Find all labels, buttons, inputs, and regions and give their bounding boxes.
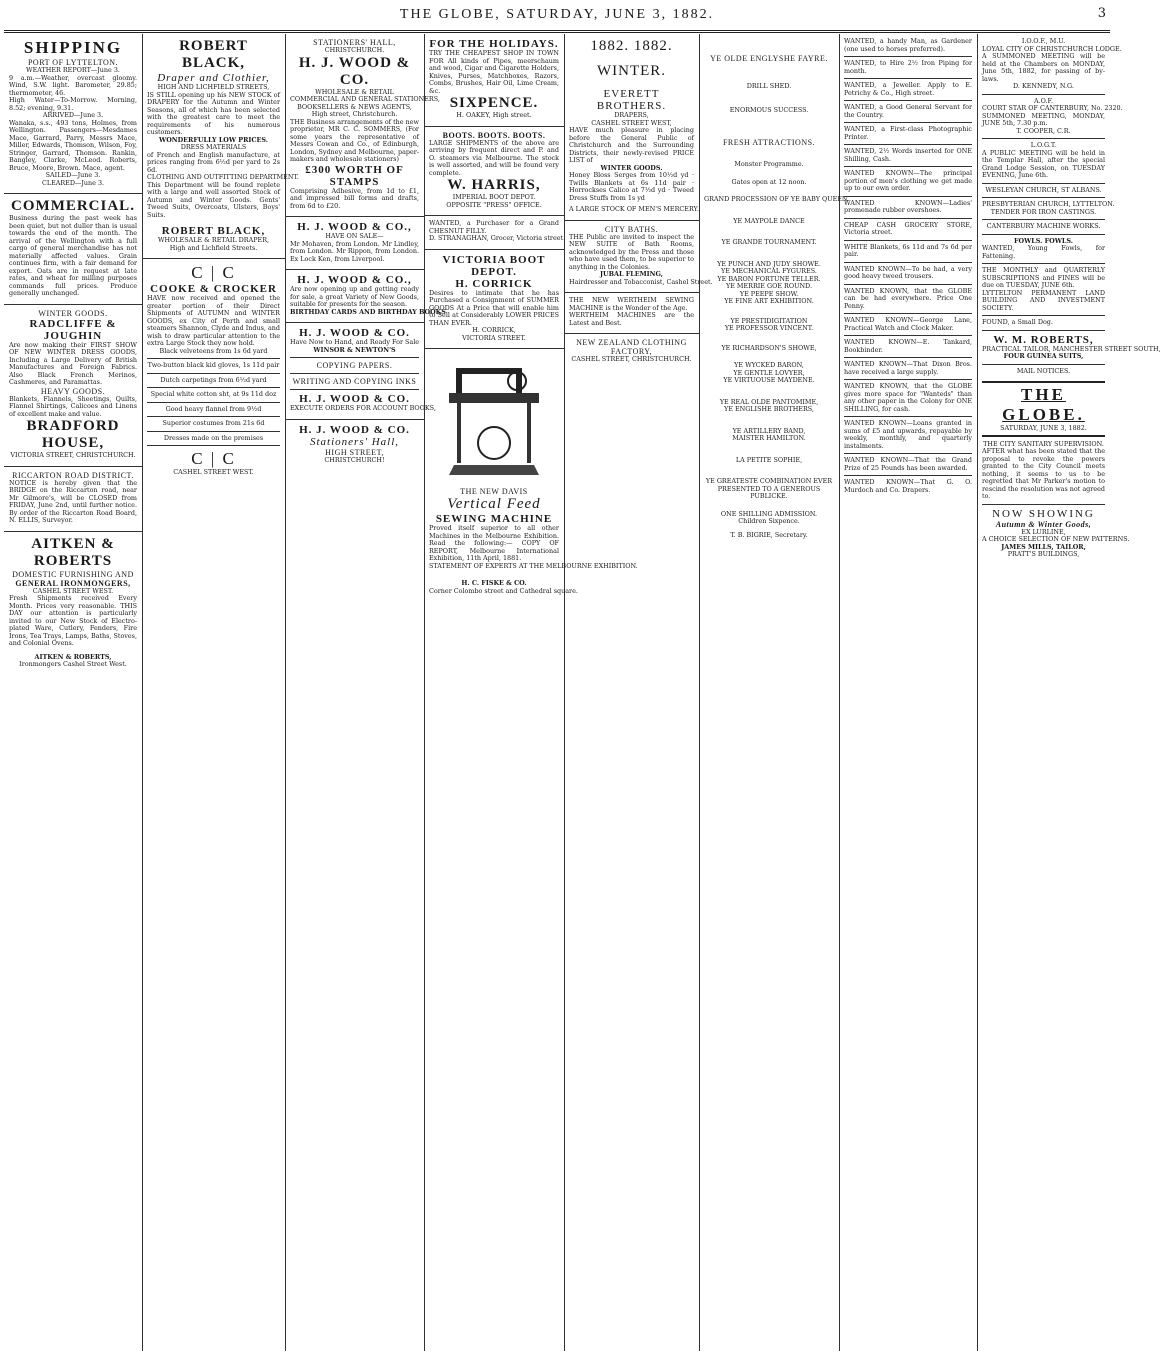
fiske-heading: H. C. FISKE & CO. — [461, 579, 527, 587]
known-10: WANTED KNOWN—That the Grand Prize of 25 Pounds has been awarded. — [844, 456, 972, 472]
hj-wood-4-heading: H. J. WOOD & CO. — [299, 327, 410, 339]
hj-wood-3-heading: H. J. WOOD & CO., — [297, 274, 412, 286]
wanted-6: WANTED, 2½ Words inserted for ONE Shilling, Cash. — [844, 147, 972, 163]
wesleyan: WESLEYAN CHURCH, ST ALBANS. — [985, 185, 1102, 194]
canterbury-machine: CANTERBURY MACHINE WORKS. — [986, 222, 1101, 230]
punch-judy: YE PUNCH AND JUDY SHOWE. — [717, 259, 821, 268]
fowls-text: WANTED, Young Fowls, for Fattening. — [982, 244, 1105, 260]
globe-editorial-header — [982, 381, 1105, 437]
dress-materials: DRESS MATERIALS — [180, 143, 247, 151]
wertheim-heading: THE NEW WERTHEIM SEWING MACHINE is the Wonder of the Age. — [569, 296, 694, 312]
wanted-3: WANTED, a Jeweller. Apply to E. Petrichy & Co., High street. — [844, 81, 972, 97]
drapers: DRAPERS, — [614, 111, 649, 119]
page-number: 3 — [1097, 6, 1106, 21]
hj-wood-5-heading: H. J. WOOD & CO. — [299, 393, 410, 405]
radcliffe-text: Are now making their FIRST SHOW OF NEW WINTER DRESS GOODS, Including a Large Delivery of British Manufactures and Foreign Fabrics. Also Black French Merinos, Cashmeres, and Paramattas. — [9, 340, 137, 386]
writing-inks: WRITING AND COPYING INKS — [292, 377, 417, 386]
arrived-text: Wanaka, s.s., 493 tons, Holmes, from Wellington. Passengers—Mesdames Mace, Garrard, Parry, Messrs Mace, Miller, Edwards, Thomson, Wilson, Foy, Stringer, Garrard, Thomson. Rankin, Bangley, Clarke, McLeod. Roberts, Bruce, Moore, Brown. Mace, agent. — [9, 118, 137, 172]
building-society: LYTTELTON PERMANENT LAND BUILDING AND INVESTMENT SOCIETY. — [982, 288, 1105, 312]
cooke-address: CASHEL STREET WEST. — [173, 468, 254, 476]
iogt: L.O.G.T. — [1030, 141, 1057, 149]
years: 1882. 1882. — [590, 38, 673, 54]
mechanical: YE MECHANICAL FYGURES. — [721, 267, 817, 275]
wycked-baron: YE WYCKED BARON, — [734, 361, 804, 369]
fine-art: YE FINE ART EXHIBITION. — [724, 297, 814, 305]
cooke-costumes: Superior costumes from 21s 6d — [162, 419, 265, 427]
drill-shed: DRILL SHED. — [746, 82, 792, 90]
city-baths: CITY BATHS. — [604, 224, 659, 234]
hj-wood-final-address: HIGH STREET, — [325, 447, 384, 457]
corrick-sign: H. CORRICK, — [472, 326, 516, 334]
pantomime: YE REAL OLDE PANTOMIME, — [719, 397, 819, 406]
fleming-text: Hairdresser and Tobacconist, Cashel Street. — [569, 277, 713, 286]
stationers-city: CHRISTCHURCH. — [324, 46, 385, 54]
richardson: YE RICHARDSON'S SHOWE, — [721, 343, 817, 352]
globe-date: SATURDAY, JUNE 3, 1882. — [1000, 424, 1087, 432]
holidays-heading: FOR THE HOLIDAYS. — [429, 38, 559, 50]
aitken-address: CASHEL STREET WEST. — [32, 586, 114, 595]
sewing-machine-illustration — [439, 353, 549, 483]
artillery-band: YE ARTILLERY BAND, — [732, 426, 806, 435]
cooke-shirts: Special white cotton sht, at 9s 11d doz — [150, 390, 277, 398]
everett-text: HAVE much pleasure in placing before the General Public of Christchurch and the Surrounding Districts, their newly-revised PRICE LIST of — [569, 126, 694, 164]
robert-black-sign-3: High and Lichfield Streets. — [169, 243, 258, 252]
zealand-address: CASHEL STREET, CHRISTCHURCH. — [571, 355, 692, 363]
hj-wood-sub-2: COMMERCIAL AND GENERAL STATIONERS, — [290, 95, 440, 103]
cc-monogram: C | C — [191, 263, 236, 282]
hj-wood-final-city: CHRISTCHURCH! — [324, 455, 385, 464]
virtuouse-maydene: YE VIRTUOUSE MAYDENE. — [723, 376, 815, 384]
heavy-goods-text: Blankets, Flannels, Sheetings, Quilts, Flannel Shirtings, Calicoes and Linens of excellent make and value. — [9, 394, 137, 418]
ex-lurline: EX LURLINE, — [1021, 527, 1066, 536]
tournament: YE GRANDE TOURNAMENT. — [721, 238, 817, 246]
winter-goods: WINTER GOODS. — [600, 163, 663, 172]
corrick-text: Desires to intimate that he has Purchased a Consignment of SUMMER GOODS At a Price that will enable him to Sell at Considerably LOWER PRICES THAN EVER. — [429, 288, 559, 327]
oakey: H. OAKEY, High street. — [456, 111, 532, 119]
aitken-subheading: DOMESTIC FURNISHING AND — [12, 569, 134, 579]
cooke-velvet: Black velveteens from 1s 6d yard — [159, 346, 268, 355]
known-4: WANTED KNOWN, that the GLOBE can be had everywhere. Price One Penny. — [844, 286, 972, 310]
merrie-go-round: YE MERRIE GOE ROUND. — [726, 282, 812, 290]
corrick-address: VICTORIA STREET. — [462, 333, 526, 342]
gates-open: Gates open at 12 noon. — [731, 177, 807, 186]
birthday-cards: BIRTHDAY CARDS AND BIRTHDAY BOOKS — [290, 307, 446, 316]
hamilton: MAISTER HAMILTON. — [732, 434, 806, 442]
olde-fayre: YE OLDE ENGLYSHE FAYRE. — [710, 54, 828, 63]
known-11: WANTED KNOWN—That G. O. Murdoch and Co. Drapers. — [844, 478, 972, 494]
hj-wood-sub-3: BOOKSELLERS & NEWS AGENTS, — [297, 102, 412, 111]
riccarton-heading: RICCARTON ROAD DISTRICT. — [12, 470, 134, 480]
riccarton-text: NOTICE is hereby given that the BRIDGE on the Riccarton road, near Mr Gilmore's, will be CLOSED from FRIDAY, June 2nd, until further notice. By order of the Riccarton Road Board, N. ELLIS, Surveyor. — [9, 478, 137, 524]
mail-notices: MAIL NOTICES. — [1016, 366, 1071, 375]
harris-heading: W. HARRIS, — [447, 177, 541, 193]
prestidigitation: YE PRESTIDIGITATION — [730, 316, 808, 325]
choice-selection: A CHOICE SELECTION OF NEW PATTERNS. — [982, 535, 1130, 543]
boots-heading: BOOTS. BOOTS. BOOTS. — [442, 130, 546, 140]
column-3 — [285, 34, 446, 1351]
known-6: WANTED KNOWN—E. Tankard, Bookbinder. — [844, 338, 972, 354]
hj-wood-sub: WHOLESALE & RETAIL — [315, 87, 394, 96]
aitken-heading: AITKEN & ROBERTS — [31, 535, 115, 569]
court-star: COURT STAR OF CANTERBURY, No. 2320. — [982, 104, 1123, 112]
cc-monogram-2: C | C — [191, 449, 236, 468]
globe-title: THE GLOBE. — [1002, 385, 1085, 424]
mills-tailor: JAMES MILLS, TAILOR, — [1001, 542, 1086, 551]
maypole: YE MAYPOLE DANCE — [733, 216, 805, 225]
radcliffe-heading: RADCLIFFE & JOUGHIN — [29, 317, 117, 342]
aitken-sign: AITKEN & ROBERTS, — [34, 652, 112, 661]
heavy-goods-heading: HEAVY GOODS. — [40, 386, 106, 396]
fresh-attractions: FRESH ATTRACTIONS. — [722, 138, 816, 147]
boots-text: LARGE SHIPMENTS of the above are arriving by frequent direct and P. and O. steamers via Melbourne. The stock is well assorted, and will be found very complete. — [429, 138, 559, 177]
english-brothers: YE ENGLISHE BROTHERS, — [724, 405, 814, 413]
davis-title: THE NEW DAVIS — [460, 487, 528, 496]
statement-heading: STATEMENT OF EXPERTS AT THE MELBOURNE EXHIBITION. — [429, 561, 638, 570]
hj-wood-final-sub: Stationers' Hall, — [309, 435, 400, 448]
hj-wood-2-sub: HAVE ON SALE— — [325, 232, 384, 240]
iooe: I.O.O.F., M.U. — [1021, 37, 1066, 45]
fowls-heading: FOWLS. FOWLS. — [1014, 236, 1073, 245]
masthead — [0, 0, 1114, 30]
cheap-grocery: CHEAP CASH GROCERY STORE, Victoria street. — [844, 220, 972, 236]
autumn-winter: Autumn & Winter Goods, — [995, 519, 1092, 529]
hj-wood-3-text: Are now opening up and getting ready for sale, a great Variety of New Goods, suitable for presents for the season. — [290, 285, 419, 308]
sanitary-text: AFTER what has been stated that the proposal to revoke the powers granted to the City Council meets nothing, it seems to us to be regretted that Mr Parker's motion to rescind the resolution was not agreed to. — [982, 447, 1105, 500]
pratt-buildings: PRATT'S BUILDINGS, — [1007, 550, 1080, 558]
bradford-address: VICTORIA STREET, CHRISTCHURCH. — [10, 451, 136, 459]
robert-black-subheading: Draper and Clothier, — [157, 72, 270, 84]
hj-wood-heading: H. J. WOOD & CO. — [298, 54, 411, 88]
commercial-text: Business during the past week has been quiet, but not duller than is usual towards the end of the month. The arrival of the Wellington with a full cargo of general merchandise has not materially affected values. Grain continues firm, with a fair demand for export. Oats are in request at late rates, and wheat for milling purposes commands full prices. Produce generally unchanged. — [9, 214, 137, 297]
winsor-newton: WINSOR & NEWTON'S — [313, 345, 396, 354]
clothing-heading: CLOTHING AND OUTFITTING DEPARTMENT. — [147, 173, 299, 181]
port-heading: PORT OF LYTTELTON. — [27, 58, 119, 67]
wanted-2: WANTED, to Hire 2½ Iron Piping for month. — [844, 59, 972, 75]
winter-list: Honey Bloss Serges from 10½d yd · Twills Blankets at 6s 11d pair · Horrockses Calico at 7½d yd · Tweed Dress Stuffs from 1s yd — [569, 171, 694, 202]
robert-black-heading: ROBERT BLACK, — [179, 38, 248, 71]
monster-programme: Monster Programme. — [734, 160, 804, 168]
davis-text: Proved itself superior to all other Machines in the Melbourne Exhibition. Read the following:— COPY OF REPORT, Melbourne International Exhibition, 11th April, 1881. — [429, 524, 559, 562]
peepe-show: YE PEEPE SHOW. — [739, 289, 799, 298]
sixpence: SIXPENCE. — [449, 95, 539, 111]
cooke-carpet: Dutch carpetings from 6½d yard — [160, 375, 267, 384]
top-rule — [4, 30, 1110, 31]
baths-text: THE Public are invited to inspect the NEW SUITE of Bath Rooms, acknowledged by the Press and those who have used them, to be superior to anything in the Colonies. — [569, 232, 694, 271]
stranahan: D. STRANAGHAN, Grocer, Victoria street. — [429, 234, 566, 242]
procession: GRAND PROCESSION OF YE BABY QUEEN. — [704, 195, 850, 203]
cooke-crocker-heading: COOKE & CROCKER — [150, 283, 277, 295]
sailed-heading: SAILED—June 3. — [45, 171, 101, 179]
hj-wood-4-sub: Have Now to Hand, and Ready For Sale — [290, 338, 420, 346]
aitken-text: Fresh Shipments received Every Month. Prices very reasonable. THIS DAY our attention is particularly invited to our New Stock of Electro-plated Ware, Cutlery, Fenders, Fire Irons, Tea Trays, Lamps, Baths, Stoves, and Colonial Ovens. — [9, 594, 137, 647]
hj-wood-final-heading: H. J. WOOD & CO. — [299, 423, 410, 436]
high-water: High Water—To-Morrow. Morning, 8.52; evening, 9.31. — [9, 96, 137, 112]
hj-wood-2-heading: H. J. WOOD & CO., — [297, 221, 412, 233]
aitken-sign-2: Ironmongers Cashel Street West. — [19, 660, 127, 668]
winter-heading: WINTER. — [596, 63, 667, 79]
arrived-heading: ARRIVED—June 3. — [42, 111, 104, 119]
roberts-heading: W. M. ROBERTS, — [993, 333, 1094, 346]
hj-wood-address: High street, Christchurch. — [311, 110, 398, 118]
petite-sophie: LA PETITE SOPHIE, — [735, 455, 803, 464]
tender-iron: TENDER FOR IRON CASTINGS. — [990, 207, 1097, 216]
known-1: WANTED KNOWN—The principal portion of men's clothing we get made up to our own order. — [844, 169, 972, 192]
mercery: A LARGE STOCK OF MEN'S MERCERY. — [569, 205, 699, 213]
stamps-text: Comprising Adhesive, from 1d to £1, and impressed bill forms and drafts, from 6d to £20. — [290, 186, 419, 210]
dress-materials-text: of French and English manufacture, at prices ranging from 6½d per yard to 2s 6d. — [147, 150, 280, 174]
column-5 — [564, 34, 713, 1351]
victoria-boot-heading: VICTORIA BOOT DEPOT. — [442, 253, 546, 278]
bigrie: T. B. BIGRIE, Secretary. — [730, 530, 808, 539]
top-rule-2 — [4, 32, 1110, 33]
winter-goods-heading: WINTER GOODS. — [38, 308, 108, 318]
shipping-heading: SHIPPING — [23, 38, 123, 57]
wanted-4: WANTED, a Good General Servant for the Country. — [844, 103, 972, 119]
holidays-text: TRY THE CHEAPEST SHOP IN TOWN FOR All kinds of Pipes, meerschaum and wood, Cigar and Cigarette Holders, Knives, Purses, Matchboxes, Razors, Combs, Brushes, Hair Oil, Lime Cream, &c. — [429, 49, 559, 95]
summoned-meeting: A SUMMONED MEETING will be held at the Chambers on MONDAY, June 5th, 1882, for passing of by-laws. — [982, 52, 1105, 83]
known-2: WANTED KNOWN—Ladies' promenade rubber overshoes. — [844, 198, 972, 214]
sanitary-heading: THE CITY SANITARY SUPERVISION. — [983, 439, 1104, 448]
cleared-heading: CLEARED—June 3. — [41, 178, 105, 187]
masthead-title: THE GLOBE, SATURDAY, JUNE 3, 1882. — [399, 7, 715, 22]
harris-address: OPPOSITE "PRESS" OFFICE. — [446, 200, 542, 209]
robert-black-sign: ROBERT BLACK, — [161, 225, 266, 237]
children: Children Sixpence. — [738, 517, 800, 525]
zealand-heading: NEW ZEALAND CLOTHING FACTORY, — [576, 338, 687, 356]
admission: ONE SHILLING ADMISSION. — [720, 509, 818, 518]
column-2 — [142, 34, 299, 1351]
robert-black-address: HIGH AND LICHFIELD STREETS, — [157, 83, 270, 91]
robert-black-text: IS STILL opening up his NEW STOCK of DRAPERY for the Autumn and Winter Seasons, all of which has been selected with the greatest care to meet the requirements of his numerous customers. — [147, 90, 280, 136]
cooke-gloves: Two-button black kid gloves, 1s 11d pair — [147, 361, 280, 369]
davis-vertical: Vertical Feed — [447, 496, 541, 512]
account-books: EXECUTE ORDERS FOR ACCOUNT BOOKS, — [290, 404, 436, 412]
weather-text: 9 a.m.—Weather, overcast gloomy. Wind, S.W. light. Barometer, 29.85; thermometer, 46. — [9, 73, 137, 97]
known-9: WANTED KNOWN—Loans granted in sums of £5 and upwards, repayable by weekly, monthly, and quarterly instalments. — [844, 419, 972, 450]
cooke-flannel: Good heavy flannel from 9½d — [165, 404, 262, 413]
robert-black-sign-2: WHOLESALE & RETAIL DRAPER, — [157, 236, 270, 244]
wertheim-list: WERTHEIM MACHINES are the Latest and Best. — [569, 311, 694, 327]
stationers-heading: STATIONERS' HALL, — [313, 38, 396, 47]
aof: A.O.F. — [1033, 96, 1053, 105]
known-7: WANTED KNOWN—That Dixon Bros. have received a large supply. — [844, 360, 972, 376]
columns — [4, 34, 1161, 1351]
loyal-lodge: LOYAL CITY OF CHRISTCHURCH LODGE. — [982, 44, 1122, 53]
cooke-dresses: Dresses made on the premises — [163, 433, 264, 442]
known-5: WANTED KNOWN—George Lane, Practical Watch and Clock Maker. — [844, 316, 972, 332]
white-blankets: WHITE Blankets, 6s 11d and 7s 6d per pair. — [844, 242, 972, 258]
public-meeting: A PUBLIC MEETING will be held in the Templar Hall, after the special Grand Lodge Session, on TUESDAY EVENING, June 6th. — [982, 148, 1105, 179]
harris-sub: IMPERIAL BOOT DEPOT. — [452, 193, 536, 201]
hj-wood-text: THE Business arrangements of the new proprietor, MR C. C. SOMMERS, (For some years the representative of Messrs Cowan and Co., of Edinburgh, London, Sydney and Melbourne, paper-makers and wholesale stationers) — [290, 117, 419, 163]
stamps-heading: £300 WORTH OF STAMPS — [305, 163, 404, 188]
commercial-heading: COMMERCIAL. — [11, 198, 135, 214]
cooke-crocker-text: HAVE now received and opened the greater portion of their Direct Shipments of AUTUMN and WINTER GOODS, ex City of Perth and small steamers Shannon, Clyde and Indus, and wish to draw particular attention to the extra Large Stock they now hold. — [147, 294, 280, 347]
fortune-teller: YE BARON FORTUNE TELLER. — [717, 274, 821, 283]
fleming: JUBAL FLEMING, — [600, 270, 663, 278]
aitken-subheading-2: GENERAL IRONMONGERS, — [15, 578, 131, 588]
column-7 — [839, 34, 978, 1351]
hj-wood-2-text: Mr Mohaven, from London. Mr Lindley, from London. Mr Rippon, from London. Ex Lock Ken, from Liverpool. — [290, 239, 419, 263]
corrick-heading: H. CORRICK — [455, 277, 533, 290]
gentle-lovyer: YE GENTLE LOVYER, — [733, 368, 805, 377]
bradford-heading: BRADFORD HOUSE, — [26, 418, 120, 451]
fiske-address: Corner Colombo street and Cathedral square. — [429, 586, 578, 595]
column-6 — [699, 34, 850, 1351]
clothing-text: This Department will be found replete with a large and well assorted Stock of Autumn and Winter Goods. Gents' Tweed Suits, Overcoats, Ulsters, Boys' Suits. — [147, 180, 280, 219]
presbyterian: PRESBYTERIAN CHURCH, LYTTELTON. — [982, 200, 1115, 208]
known-8: WANTED KNOWN, that the GLOBE gives more space for "Wanteds" than any other paper in the Colony for ONE SHILLING, for cash. — [844, 382, 972, 413]
low-prices: WONDERFULLY LOW PRICES. — [159, 135, 268, 144]
found-dog: FOUND, a Small Dog. — [982, 318, 1053, 326]
column-1 — [4, 34, 143, 1351]
wanted-1: WANTED, a handy Man, as Gardener (one used to horses preferred). — [844, 37, 972, 53]
known-3: WANTED KNOWN—To be had, a very good heavy tweed trousers. — [844, 264, 972, 280]
enormous-success: ENORMOUS SUCCESS. — [729, 105, 809, 114]
wanted-filly: WANTED, a Purchaser for a Grand CHESNUT FILLY. — [429, 219, 559, 235]
column-8 — [977, 34, 1161, 1351]
wanted-5: WANTED, a First-class Photographic Printer. — [844, 125, 972, 141]
monthly-subscriptions: THE MONTHLY and QUARTERLY SUBSCRIPTIONS and FINES will be due on TUESDAY, JUNE 6th. — [982, 266, 1105, 289]
roberts-sub: PRACTICAL TAILOR, MANCHESTER STREET SOUTH, — [982, 344, 1161, 353]
everett-heading: EVERETT BROTHERS. — [596, 88, 667, 112]
drapers-address: CASHEL STREET WEST, — [591, 118, 672, 127]
weather-heading: WEATHER REPORT—June 3. — [26, 66, 120, 74]
copying-papers: COPYING PAPERS. — [316, 361, 393, 370]
greatest-combination: YE GREATESTE COMBINATION EVER PRESENTED TO A GENEROUS PUBLICKE. — [705, 477, 833, 500]
davis-sewing: SEWING MACHINE — [435, 513, 553, 525]
court-text: SUMMONED MEETING, MONDAY, JUNE 5th, 7.30 p.m. — [982, 111, 1105, 127]
kennedy: D. KENNEDY, N.G. — [1013, 82, 1074, 90]
now-showing: NOW SHOWING — [992, 507, 1095, 520]
guinea-suits: FOUR GUINEA SUITS, — [1003, 352, 1084, 360]
vincent: YE PROFESSOR VINCENT. — [724, 324, 814, 332]
cooper: T. COOPER, C.R. — [1016, 126, 1071, 135]
